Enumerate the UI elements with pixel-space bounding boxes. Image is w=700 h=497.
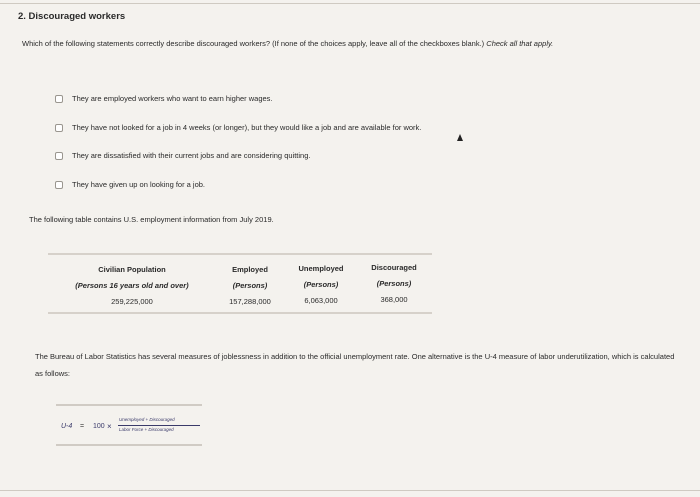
choice-4[interactable] bbox=[55, 180, 205, 189]
formula-numerator: Unemployed + Discouraged bbox=[119, 417, 175, 422]
formula-bottom-rule bbox=[56, 444, 202, 446]
u4-explanation: The Bureau of Labor Statistics has several measures of joblessness in addition to the official unemployment rate. One alternative is the U-4 measure of labor underutilization, which is calculated as follows: bbox=[35, 352, 675, 378]
table-top-rule bbox=[48, 253, 432, 255]
cell-unemployed: 6,063,000 bbox=[304, 296, 338, 305]
u4-formula bbox=[56, 404, 202, 446]
section-title: 2. Discouraged workers bbox=[18, 11, 126, 22]
choice-1[interactable] bbox=[55, 94, 273, 103]
header-discouraged-sub: (Persons) bbox=[376, 279, 412, 288]
formula-top-rule bbox=[56, 404, 202, 406]
header-unemployed-sub: (Persons) bbox=[303, 280, 339, 289]
bottom-divider bbox=[0, 490, 700, 491]
checkbox[interactable] bbox=[55, 181, 63, 189]
formula-multiplier: 100 bbox=[93, 423, 105, 430]
formula-fraction-bar bbox=[118, 425, 200, 426]
choice-label: They are dissatisfied with their current jobs and are considering quitting. bbox=[72, 151, 311, 160]
question-text bbox=[22, 35, 682, 52]
header-unemployed: Unemployed bbox=[298, 264, 344, 273]
formula-equals: = bbox=[80, 423, 85, 430]
choice-label: They have not looked for a job in 4 weeks (or longer), but they would like a job and are available for work. bbox=[72, 123, 422, 132]
question-prompt: Which of the following statements correctly describe discouraged workers? (If none of the choices apply, leave all of the checkboxes blank.) bbox=[22, 39, 485, 48]
mouse-cursor-icon bbox=[457, 134, 463, 141]
formula-variable: U-4 bbox=[61, 423, 73, 430]
question-instruction: Check all that apply. bbox=[486, 39, 554, 48]
choice-label: They have given up on looking for a job. bbox=[72, 180, 206, 189]
formula-times: × bbox=[107, 422, 112, 431]
formula-denominator: Labor Force + Discouraged bbox=[119, 427, 174, 432]
cell-discouraged: 368,000 bbox=[380, 295, 408, 304]
table-intro: The following table contains U.S. employment information from July 2019. bbox=[29, 215, 274, 224]
choice-label: They are employed workers who want to earn higher wages. bbox=[72, 94, 273, 103]
choice-3[interactable] bbox=[55, 151, 310, 160]
header-employed-sub: (Persons) bbox=[232, 281, 268, 290]
cell-civilian-population: 259,225,000 bbox=[111, 297, 153, 306]
cell-employed: 157,288,000 bbox=[229, 297, 271, 306]
checkbox[interactable] bbox=[55, 124, 63, 132]
table-bottom-rule bbox=[48, 312, 432, 314]
header-civilian-population: Civilian Population bbox=[98, 265, 166, 274]
header-discouraged: Discouraged bbox=[371, 263, 417, 272]
checkbox[interactable] bbox=[55, 95, 63, 103]
checkbox[interactable] bbox=[55, 152, 63, 160]
header-employed: Employed bbox=[232, 265, 268, 274]
choice-2[interactable] bbox=[55, 123, 421, 132]
top-divider bbox=[0, 3, 700, 4]
header-civilian-population-sub: (Persons 16 years old and over) bbox=[75, 281, 189, 290]
